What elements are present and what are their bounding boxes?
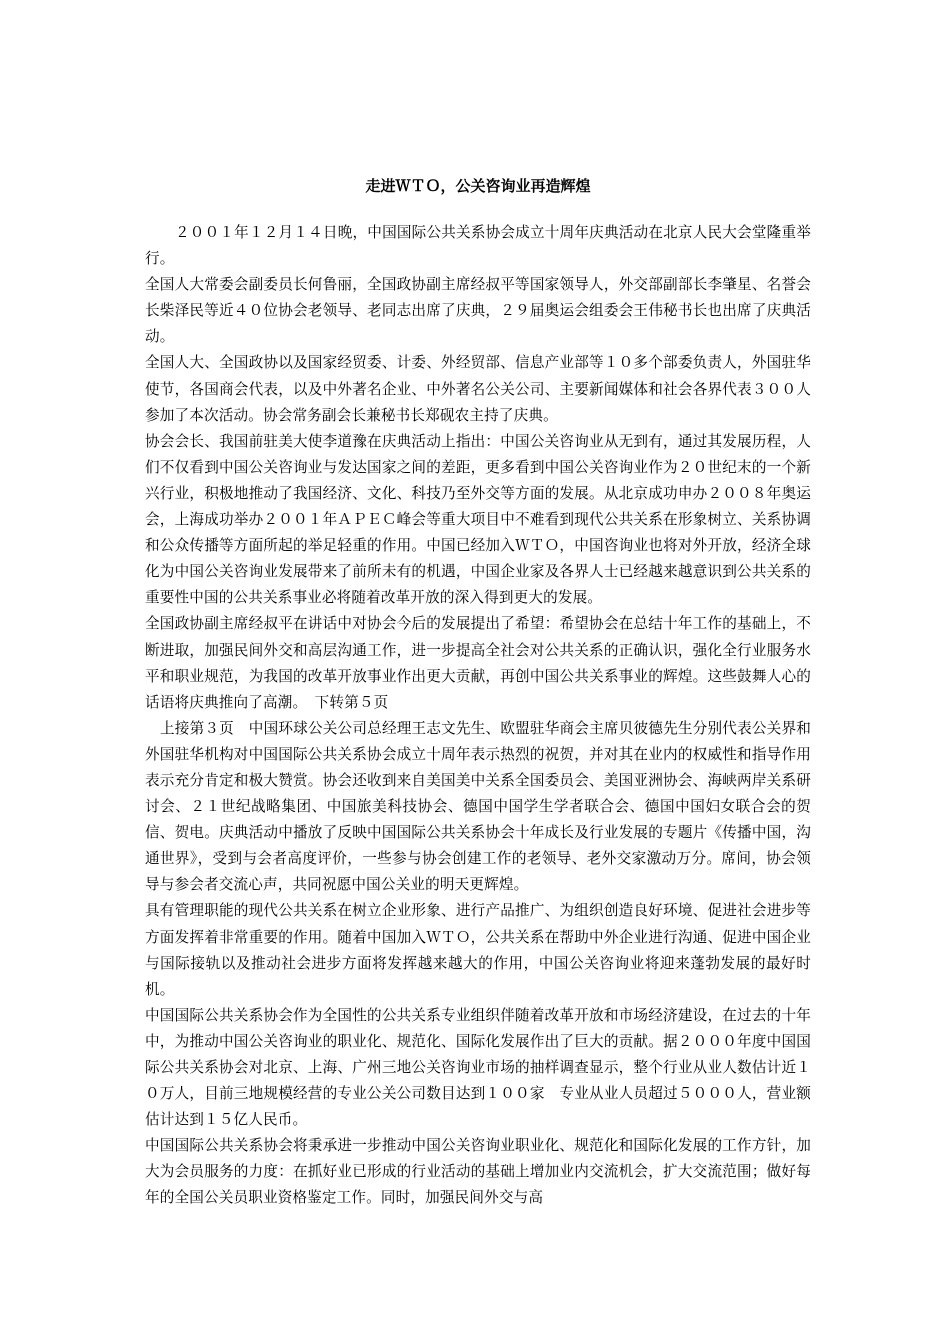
paragraph: 全国人大常委会副委员长何鲁丽，全国政协副主席经叔平等国家领导人，外交部副部长李肇星、名誉会长柴泽民等近４０位协会老领导、老同志出席了庆典，２９届奥运会组委会王伟秘书长也出席了庆典活动。 <box>145 276 811 346</box>
document-page <box>145 172 811 1212</box>
paragraph: 中国国际公共关系协会将秉承进一步推动中国公关咨询业职业化、规范化和国际化发展的工作方针，加大为会员服务的力度：在抓好业已形成的行业活动的基础上增加业内交流机会，扩大交流范围；做好每年的全国公关员职业资格鉴定工作。同时，加强民间外交与高 <box>145 1137 811 1207</box>
paragraph: 具有管理职能的现代公共关系在树立企业形象、进行产品推广、为组织创造良好环境、促进社会进步等方面发挥着非常重要的作用。随着中国加入ＷＴＯ，公共关系在帮助中外企业进行沟通、促进中国企业与国际接轨以及推动社会进步方面将发挥越来越大的作用，中国公关咨询业将迎来蓬勃发展的最好时机。 <box>145 902 811 998</box>
paragraph: 全国政协副主席经叔平在讲话中对协会今后的发展提出了希望：希望协会在总结十年工作的基础上，不断进取，加强民间外交和高层沟通工作，进一步提高全社会对公共关系的正确认识，强化全行业服务水平和职业规范，为我国的改革开放事业作出更大贡献，再创中国公共关系事业的辉煌。这些鼓舞人心的话语将庆典推向了高潮。 下转第５页 <box>145 615 811 711</box>
paragraph: 上接第３页 中国环球公关公司总经理王志文先生、欧盟驻华商会主席贝彼德先生分别代表公关界和外国驻华机构对中国国际公共关系协会成立十周年表示热烈的祝贺，并对其在业内的权威性和指导作用表示充分肯定和极大赞赏。协会还收到来自美国美中关系全国委员会、美国亚洲协会、海峡两岸关系研讨会、２１世纪战略集团、中国旅美科技协会、德国中国学生学者联合会、德国中国妇女联合会的贺信、贺电。庆典活动中播放了反映中国国际公共关系协会十年成长及行业发展的专题片《传播中国，沟通世界》，受到与会者高度评价，一些参与协会创建工作的老领导、老外交家激动万分。席间，协会领导与参会者交流心声，共同祝愿中国公关业的明天更辉煌。 <box>145 719 811 894</box>
document-title: 走进ＷＴＯ，公关咨询业再造辉煌 <box>365 177 591 195</box>
paragraph: 中国国际公共关系协会作为全国性的公共关系专业组织伴随着改革开放和市场经济建设，在过去的十年中，为推动中国公关咨询业的职业化、规范化、国际化发展作出了巨大的贡献。据２０００年度中国国际公共关系协会对北京、上海、广州三地公关咨询业市场的抽样调查显示，整个行业从业人数估计近１０万人，目前三地规模经营的专业公关公司数目达到１００家 专业从业人员超过５０００人，营业额估计达到１５亿人民币。 <box>145 1006 811 1129</box>
paragraph: ２００１年１２月１４日晚，中国国际公共关系协会成立十周年庆典活动在北京人民大会堂隆重举行。 <box>145 224 811 268</box>
paragraph: 全国人大、全国政协以及国家经贸委、计委、外经贸部、信息产业部等１０多个部委负责人，外国驻华使节，各国商会代表，以及中外著名企业、中外著名公关公司、主要新闻媒体和社会各界代表３００人参加了本次活动。协会常务副会长兼秘书长郑砚农主持了庆典。 <box>145 354 811 424</box>
paragraph: 协会会长、我国前驻美大使李道豫在庆典活动上指出：中国公关咨询业从无到有，通过其发展历程，人们不仅看到中国公关咨询业与发达国家之间的差距，更多看到中国公关咨询业作为２０世纪末的一个新兴行业，积极地推动了我国经济、文化、科技乃至外交等方面的发展。从北京成功申办２００８年奥运会，上海成功举办２００１年ＡＰＥＣ峰会等重大项目中不难看到现代公共关系在形象树立、关系协调和公众传播等方面所起的举足轻重的作用。中国已经加入ＷＴＯ，中国咨询业也将对外开放，经济全球化为中国公关咨询业发展带来了前所未有的机遇，中国企业家及各界人士已经越来越意识到公共关系的重要性中国的公共关系事业必将随着改革开放的深入得到更大的发展。 <box>145 432 811 607</box>
